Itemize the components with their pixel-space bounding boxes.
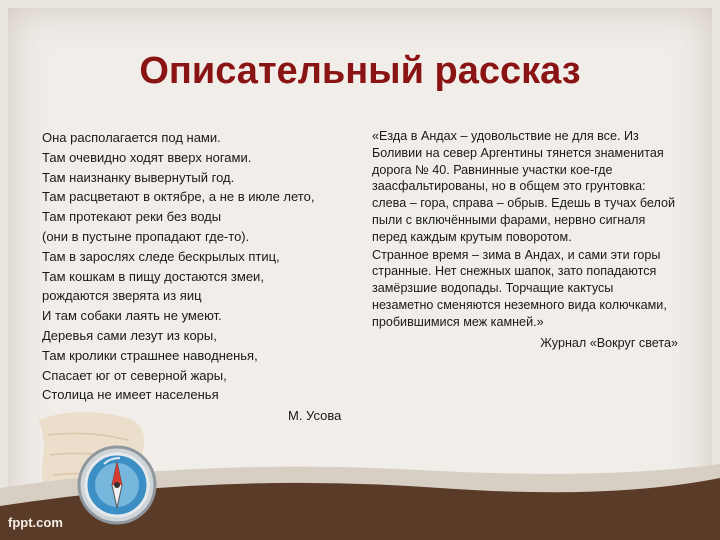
compass-icon [76,444,158,526]
poem-line: Столица не имеет населенья [42,387,219,403]
quote-source: Журнал «Вокруг света» [540,335,678,350]
poem-line: И там собаки лаять не умеют. [42,308,222,324]
poem-line: Там расцветают в октябре, а не в июле лето, [42,189,315,205]
quote-paragraph: Странное время – зима в Андах, и сами эти горы странные. Нет снежных шапок, зато попадаются замёрзшие водопады. Торчащие кактусы незаметно сменяются неземного вида колючками, пробившимися меж камней.» [372,247,667,329]
poem-line: Спасает юг от северной жары, [42,367,227,383]
poem-line: Там кролики страшнее наводненья, [42,347,258,363]
poem-line: рождаются зверята из яиц [42,288,202,304]
poem-line: Там в зарослях следе бескрылых птиц, [42,248,280,264]
poem-line: Деревья сами лезут из коры, [42,327,217,343]
poem-line: Там очевидно ходят вверх ногами. [42,149,252,165]
poem-block [42,128,352,405]
poem-line: Она располагается под нами. [42,130,221,145]
poem-author: М. Усова [288,408,342,423]
poem-line: Там кошкам в пищу достаются змеи, [42,268,264,284]
poem-line: Там наизнанку вывернутый год. [42,169,235,185]
quote-block [372,128,678,351]
brand-label: fppt.com [8,515,63,530]
poem-line: Там протекают реки без воды [42,209,222,225]
quote-paragraph: «Езда в Андах – удовольствие не для все. Из Боливии на север Аргентины тянется знаменитая дорога № 40. Равнинные участки кое-где заасфальтированы, но в общем это грунтовка: слева – гора, справа – обрыв. Едешь в тучах белой пыли с включёнными фарами, нервно сигналя перед каждым крутым поворотом. [372,129,676,244]
poem-line: (они в пустыне пропадают где-то). [42,228,250,244]
slide-title: Описательный рассказ [139,50,581,92]
